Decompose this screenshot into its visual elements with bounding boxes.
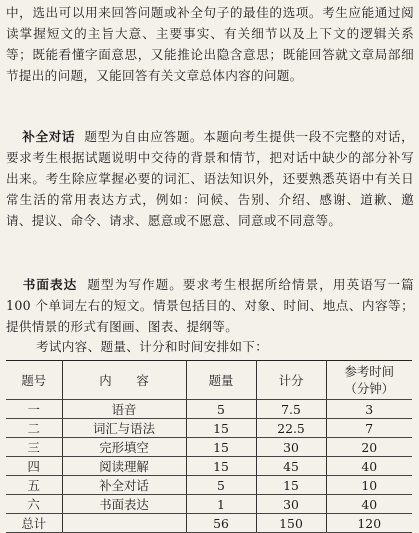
header-count: 题量 [186,361,256,400]
cell-score: 7.5 [256,400,326,419]
cell-count: 5 [186,400,256,419]
cell-total-time: 120 [326,514,412,533]
cell-score: 15 [256,476,326,495]
exam-schedule-table [6,360,412,533]
cell-content: 语音 [62,400,186,419]
cell-time: 10 [326,476,412,495]
paragraph-text: 考试内容、题量、计分和时间安排如下： [36,339,269,354]
cell-total-score: 150 [256,514,326,533]
cell-score: 30 [256,495,326,514]
cell-time: 7 [326,419,412,438]
header-number: 题号 [6,361,62,400]
cell-content: 书面表达 [62,495,186,514]
cell-score: 22.5 [256,419,326,438]
cell-number: 三 [6,438,62,457]
table-row [6,476,412,495]
paragraph-reading [6,2,414,86]
cell-number: 五 [6,476,62,495]
header-score: 计分 [256,361,326,400]
cell-count: 15 [186,419,256,438]
header-content: 内 容 [62,361,186,400]
cell-time: 40 [326,457,412,476]
cell-number: 二 [6,419,62,438]
cell-time: 3 [326,400,412,419]
table-intro [36,336,416,357]
table-row [6,495,412,514]
cell-time: 20 [326,438,412,457]
table-row [6,457,412,476]
paragraph-text: 中，选出可以用来回答问题或补全句子的最佳的选项。考生应能通过阅读掌握短文的主旨大意、主要事实、有关细节以及上下文的逻辑关系等；既能看懂字面意思，又能推论出隐含意思；既能回答就文章局部细节提出的问题，又能回答有关文章总体内容的问题。 [6,5,414,83]
cell-count: 1 [186,495,256,514]
cell-count: 15 [186,457,256,476]
section-heading-writing: 书面表达 [22,277,78,292]
table-row [6,419,412,438]
cell-number: 四 [6,457,62,476]
table-row [6,438,412,457]
header-time-line2: （分钟） [344,381,395,396]
cell-score: 30 [256,438,326,457]
cell-count: 15 [186,438,256,457]
paragraph-writing [6,274,414,337]
cell-count: 5 [186,476,256,495]
table-total-row [6,514,412,533]
header-time [326,361,412,400]
table-header-row [6,361,412,400]
cell-time: 40 [326,495,412,514]
cell-content: 补全对话 [62,476,186,495]
header-time-line1: 参考时间 [344,364,395,379]
cell-content: 完形填空 [62,438,186,457]
cell-total-label: 总计 [6,514,62,533]
paragraph-text: 题型为自由应答题。本题向考生提供一段不完整的对话，要求考生根据试题说明中交待的背景和情节，把对话中缺少的部分补写出来。考生除应掌握必要的词汇、语法知识外，还要熟悉英语中有关日常生活的常用表达方式，例如：问候、告别、介绍、感谢、道歉、邀请、提议、命令、请求、愿意或不愿意、同意或不同意等。 [6,129,415,228]
cell-total-content [62,514,186,533]
cell-total-count: 56 [186,514,256,533]
section-heading-dialogue: 补全对话 [22,129,76,144]
cell-score: 45 [256,457,326,476]
paragraph-text: 题型为写作题。要求考生根据所给情景，用英语写一篇 100 个单词左右的短文。情景包括目的、对象、时间、地点、内容等；提供情景的形式有图画、图表、提纲等。 [6,277,415,334]
cell-content: 阅读理解 [62,457,186,476]
paragraph-dialogue [6,126,414,231]
cell-number: 六 [6,495,62,514]
cell-number: 一 [6,400,62,419]
table-row [6,400,412,419]
cell-content: 词汇与语法 [62,419,186,438]
